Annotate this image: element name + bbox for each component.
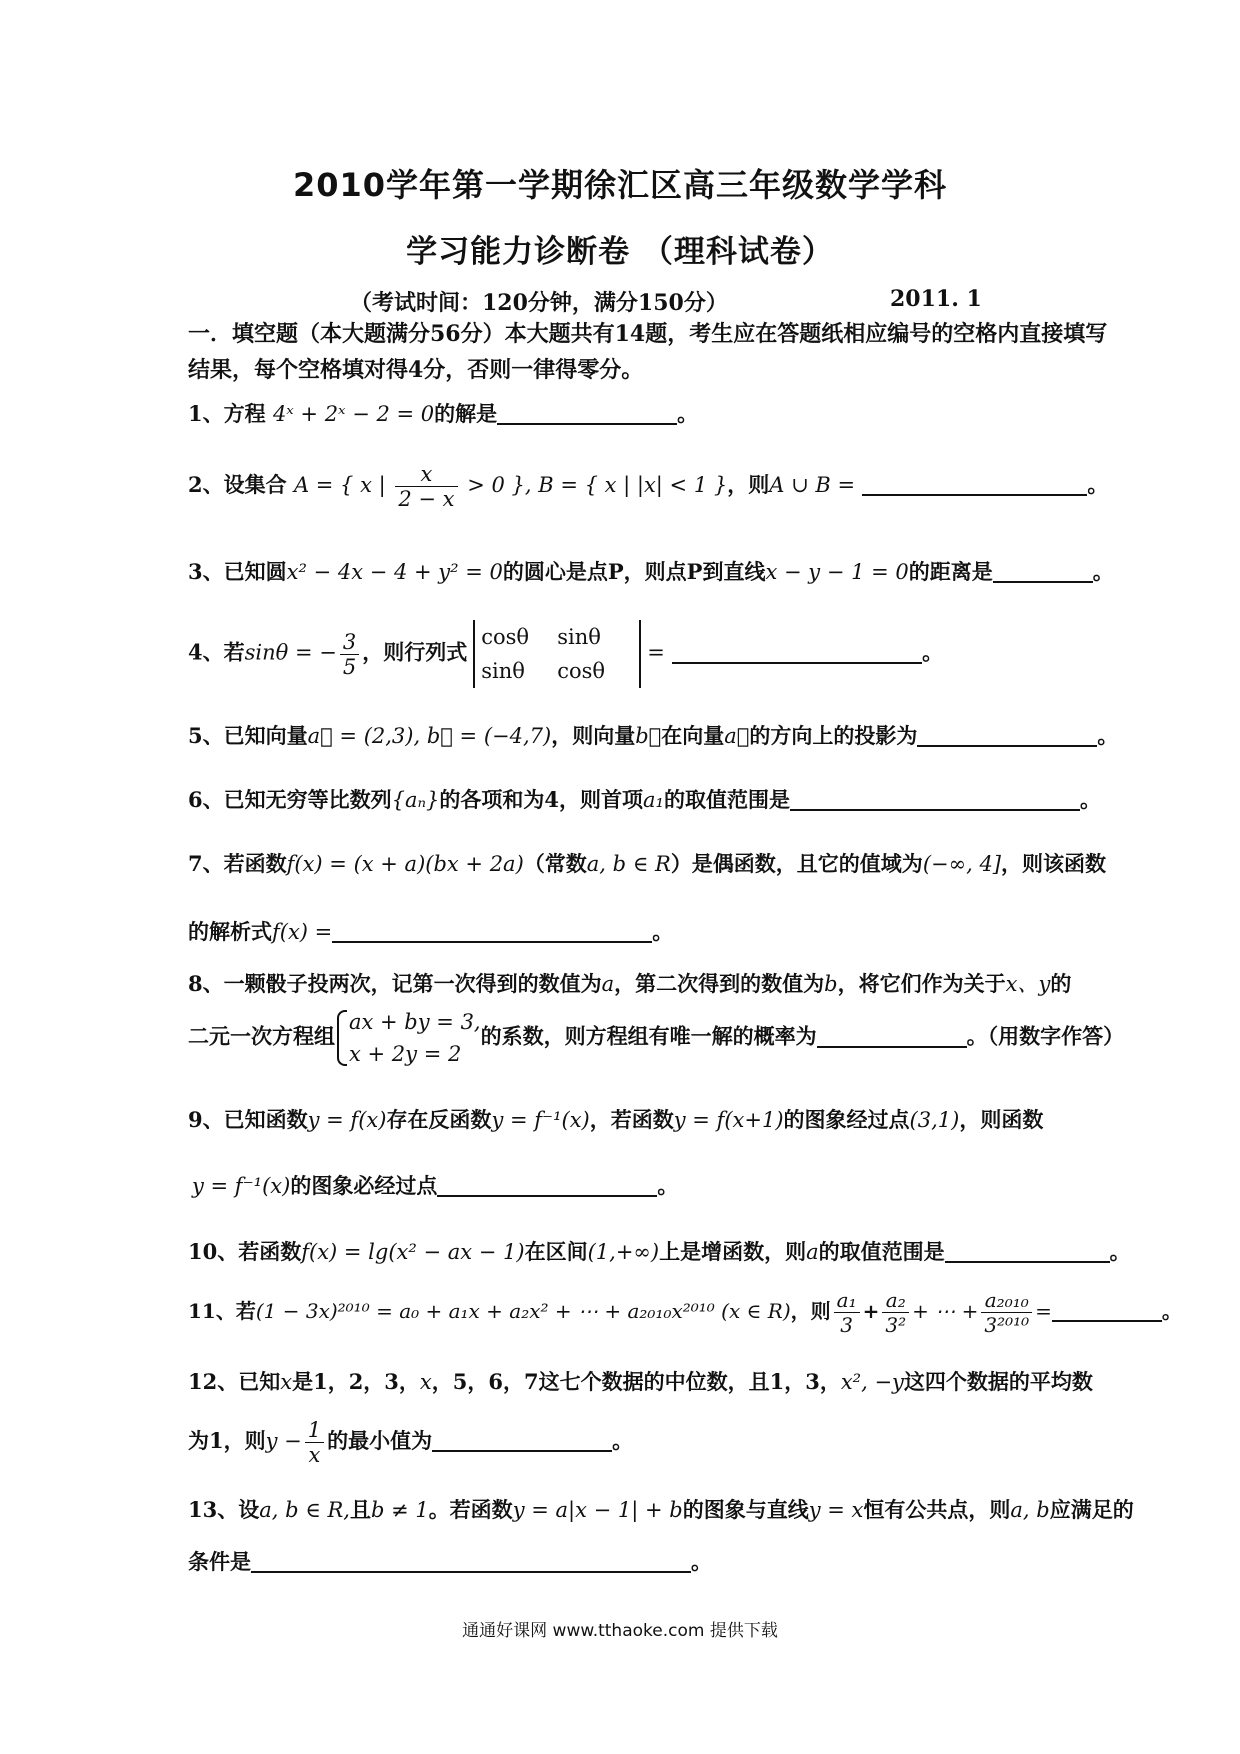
question-8-line2: 二元一次方程组 ax + by = 3, x + 2y = 2 的系数，则方程组有唯一解的概率为 。（用数字作答） — [188, 1006, 1138, 1070]
question-7-line2: 的解析式f(x) = 。 — [188, 919, 674, 944]
answer-blank[interactable] — [497, 401, 677, 425]
fraction: $\frac{\text{a₂₀₁₀}}{\text{3²⁰¹⁰}}$ — [981, 1288, 1032, 1337]
fraction: $\frac{x}{2 - x}$ — [395, 462, 457, 511]
question-1: 1、方程 4ˣ + 2ˣ − 2 = 0的解是 。 — [188, 401, 699, 426]
answer-blank[interactable] — [917, 723, 1097, 747]
section-heading: 一．填空题（本大题满分56分）本大题共有14题，考生应在答题纸相应编号的空格内直接填写结果，每个空格填对得4分，否则一律得零分。 — [188, 321, 1108, 383]
question-4: 4、若sinθ = − $\frac{3}{5}$ ，则行列式 cosθ sinθ sinθ cosθ = 。 — [188, 620, 1138, 688]
exam-info: （考试时间：120分钟，满分150分） — [350, 290, 728, 316]
question-7: 7、若函数f(x) = (x + a)(bx + 2a)（常数a, b ∈ R）是偶函数，且它的值域为(−∞, 4]，则该函数 — [188, 851, 1106, 876]
footer-source: 通通好课网 www.tthaoke.com 提供下载 — [462, 1621, 778, 1641]
answer-blank[interactable] — [790, 787, 1080, 811]
fraction: $\frac{\text{a₂}}{\text{3²}}$ — [882, 1288, 909, 1337]
question-8: 8、一颗骰子投两次，记第一次得到的数值为a，第二次得到的数值为b，将它们作为关于x、y的 — [188, 971, 1072, 996]
question-2: 2、设集合 A = { x | $\frac{x}{2 - x}$ > 0 }, B = { x | |x| < 1 }，则A ∪ B = 。 — [188, 462, 1109, 511]
question-9-line2: y = f⁻¹(x)的图象必经过点 。 — [192, 1173, 679, 1198]
answer-blank[interactable] — [993, 559, 1093, 583]
question-12: 12、已知x是1，2，3，x，5，6，7这七个数据的中位数，且1，3，x², −y这四个数据的平均数 — [188, 1369, 1093, 1394]
exam-title-line1: 2010学年第一学期徐汇区高三年级数学学科 — [292, 166, 948, 204]
question-5: 5、已知向量a⃗ = (2,3), b⃗ = (−4,7)，则向量b⃗在向量a⃗的方向上的投影为 。 — [188, 723, 1119, 748]
equation-system: ax + by = 3, x + 2y = 2 — [335, 1006, 481, 1070]
answer-blank[interactable] — [1052, 1298, 1162, 1322]
answer-blank[interactable] — [437, 1173, 657, 1197]
determinant: cosθ sinθ sinθ cosθ — [473, 620, 641, 688]
answer-blank[interactable] — [432, 1428, 612, 1452]
answer-blank[interactable] — [332, 919, 652, 943]
answer-blank[interactable] — [862, 472, 1087, 496]
exam-title-line2: 学习能力诊断卷 （理科试卷） — [406, 234, 834, 270]
answer-blank[interactable] — [817, 1024, 967, 1048]
question-11: 11、若(1 − 3x)²⁰¹⁰ = a₀ + a₁x + a₂x² + ⋯ + a₂₀₁₀x²⁰¹⁰ (x ∈ R)，则 $\frac{\text{a₁}}{3}$ + $\frac{\text{a₂}}{\text{3²}}$ + ⋯ + $\frac{\text{a₂₀₁₀}}{\text{3²⁰¹⁰}}$ = 。 — [188, 1288, 1182, 1337]
question-6: 6、已知无穷等比数列{aₙ}的各项和为4，则首项a₁的取值范围是 。 — [188, 787, 1101, 812]
question-9: 9、已知函数y = f(x)存在反函数y = f⁻¹(x)，若函数y = f(x+1)的图象经过点(3,1)，则函数 — [188, 1107, 1044, 1132]
fraction: $\frac{1}{x}$ — [305, 1418, 324, 1467]
fraction: $\frac{3}{5}$ — [340, 630, 359, 679]
fraction: $\frac{\text{a₁}}{3}$ — [834, 1288, 860, 1337]
answer-blank[interactable] — [251, 1549, 691, 1573]
exam-date: 2011. 1 — [890, 286, 982, 312]
answer-blank[interactable] — [672, 640, 922, 664]
question-3: 3、已知圆x² − 4x − 4 + y² = 0的圆心是点P，则点P到直线x − y − 1 = 0的距离是 。 — [188, 559, 1114, 584]
question-10: 10、若函数f(x) = lg(x² − ax − 1)在区间(1,+∞)上是增函数，则a的取值范围是 。 — [188, 1239, 1131, 1264]
question-13: 13、设a, b ∈ R,且b ≠ 1。若函数y = a|x − 1| + b的图象与直线y = x恒有公共点，则a, b应满足的 — [188, 1497, 1134, 1522]
answer-blank[interactable] — [945, 1239, 1110, 1263]
question-13-line2: 条件是 。 — [188, 1549, 712, 1574]
question-12-line2: 为1，则y − $\frac{1}{x}$ 的最小值为 。 — [188, 1418, 634, 1467]
